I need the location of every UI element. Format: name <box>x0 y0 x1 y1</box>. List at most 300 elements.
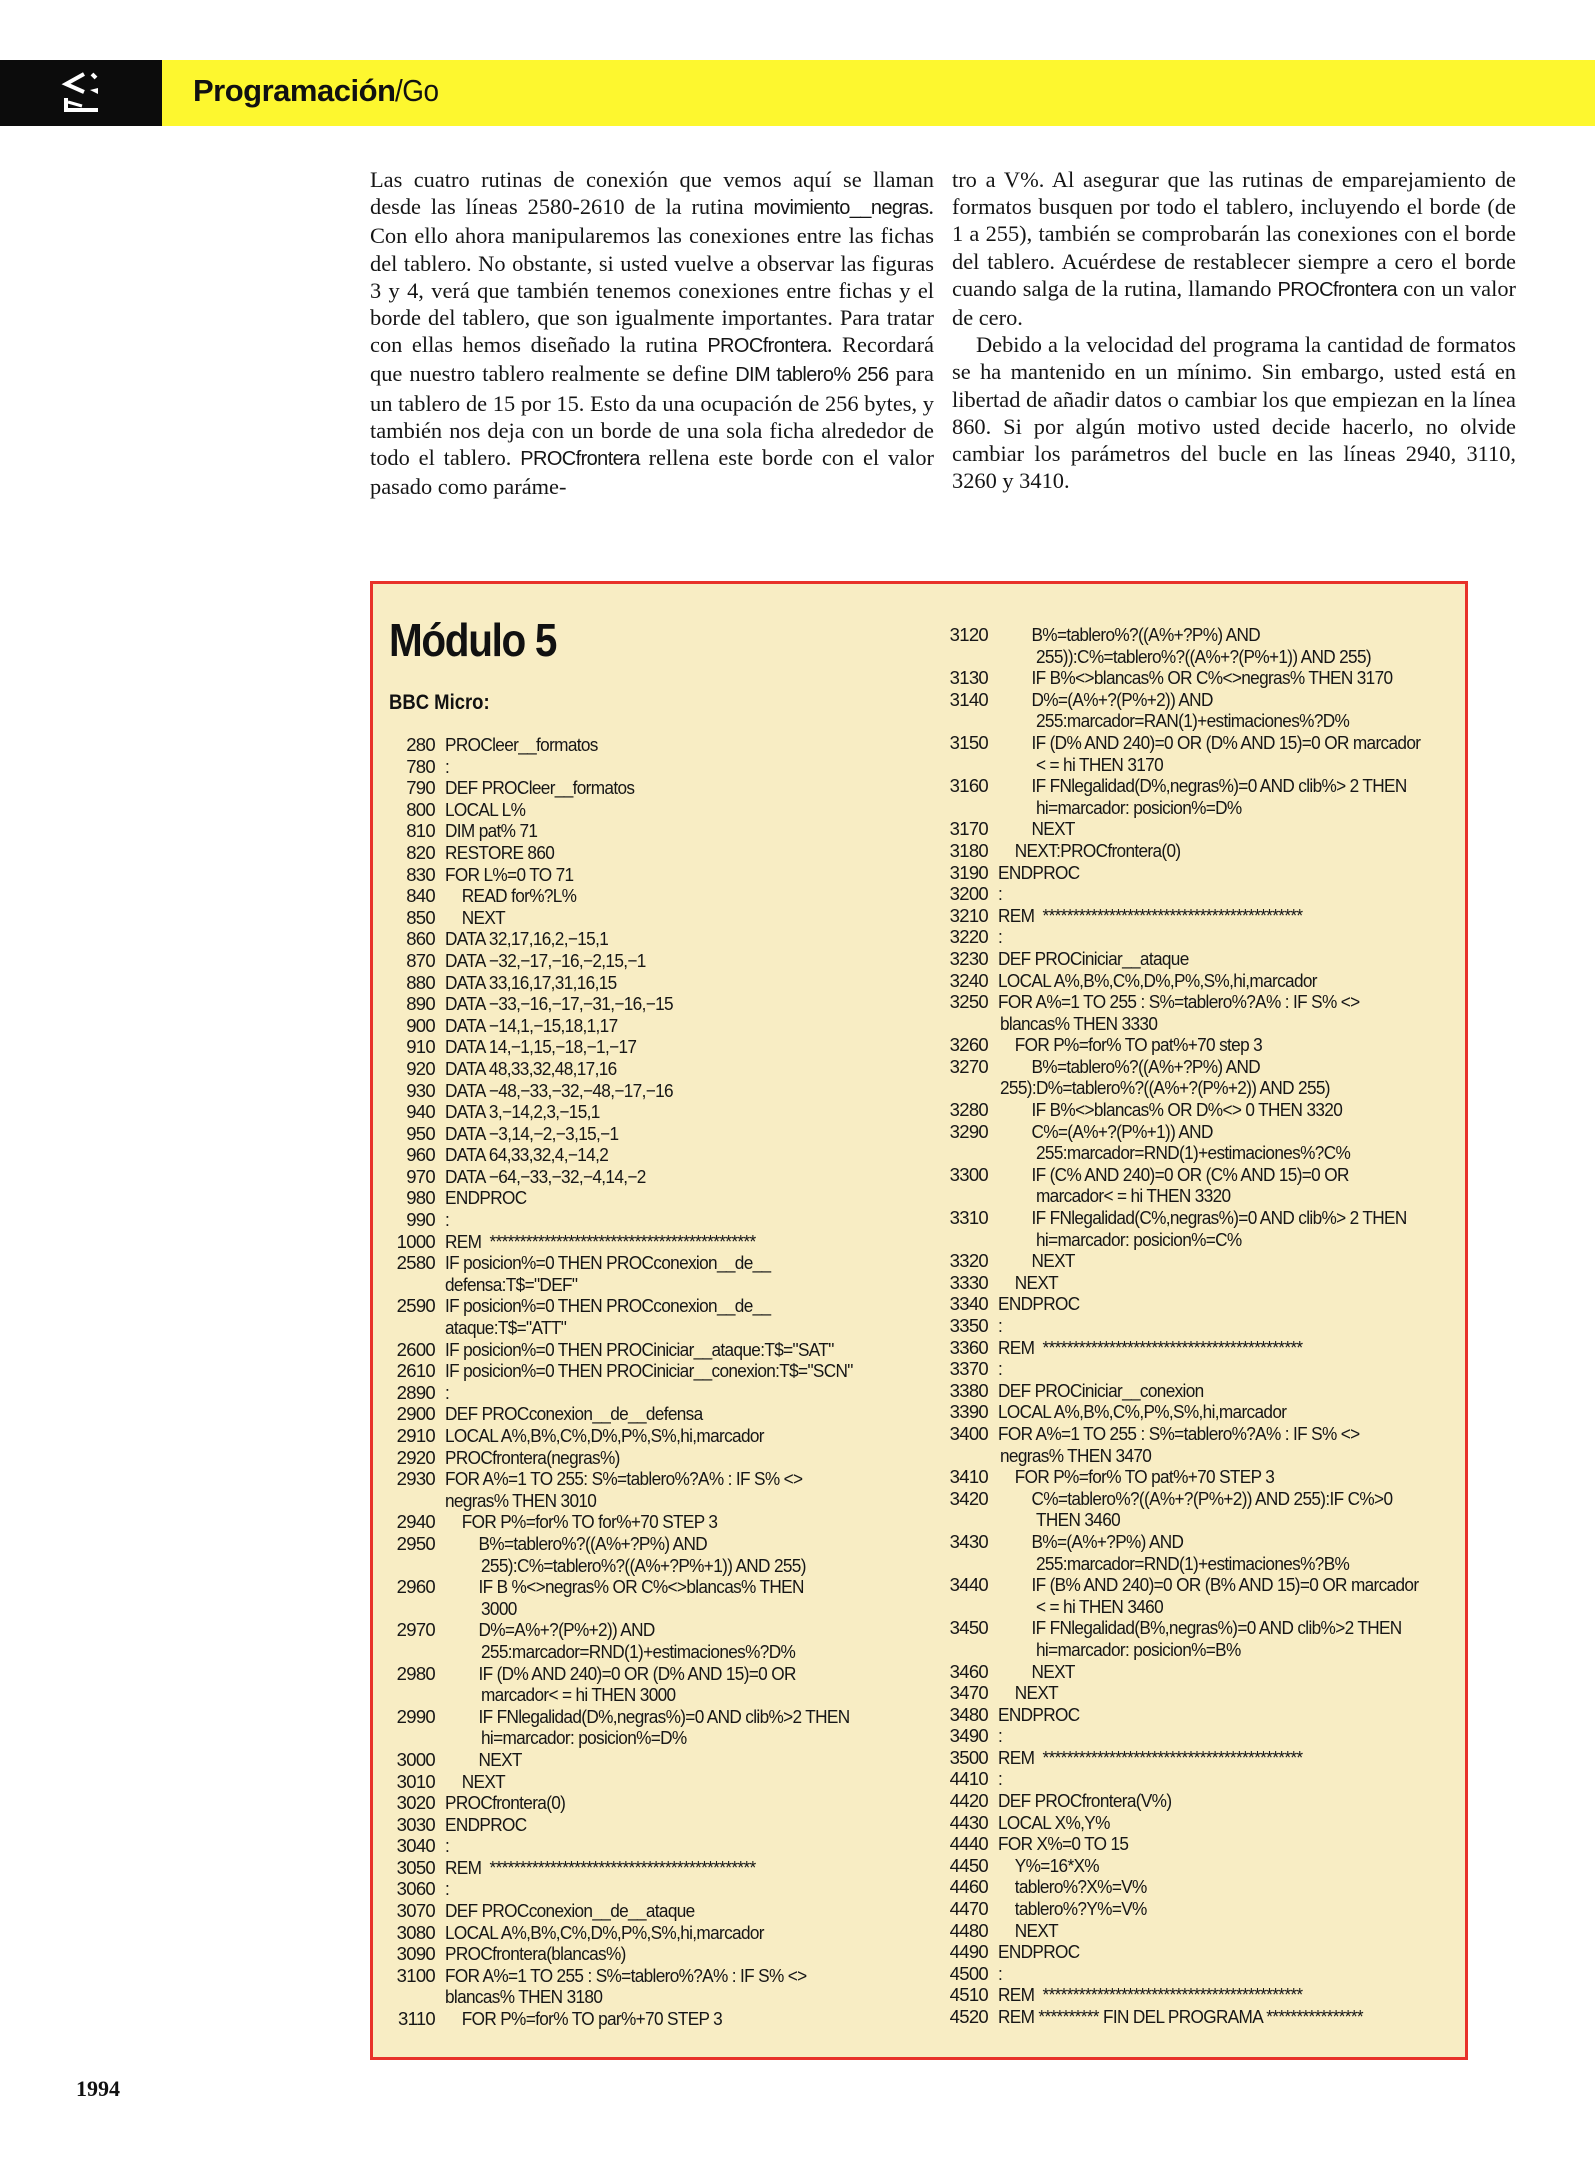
code-line <box>387 820 907 842</box>
line-number: 3270 <box>949 1055 988 1077</box>
section-title-sub: /Go <box>395 73 440 108</box>
line-number: 980 <box>406 1187 435 1209</box>
line-continuation: 255:marcador=RND(1)+estimaciones%?C% <box>1036 1142 1351 1164</box>
code-line <box>387 950 907 972</box>
line-number: 2990 <box>396 1705 435 1727</box>
code-line <box>387 1706 907 1728</box>
line-continuation: 255):D%=tablero%?((A%+?(P%+2)) AND 255) <box>1000 1077 1330 1099</box>
code-line <box>387 1771 907 1793</box>
line-number: 4500 <box>949 1962 988 1984</box>
code-line <box>942 1272 1452 1294</box>
line-number: 3250 <box>949 991 988 1013</box>
line-number: 2930 <box>396 1468 435 1490</box>
line-number: 950 <box>406 1122 435 1144</box>
line-number: 970 <box>406 1165 435 1187</box>
line-number: 3390 <box>949 1401 988 1423</box>
line-number: 3280 <box>949 1099 988 1121</box>
code-line <box>942 1380 1452 1402</box>
code-line <box>387 1943 907 1965</box>
code-line <box>387 864 907 886</box>
code-line <box>387 1101 907 1123</box>
line-code: DEF PROCiniciar__ataque <box>998 947 1189 969</box>
line-code: NEXT <box>461 906 506 928</box>
line-code: NEXT <box>478 1748 522 1770</box>
code-line <box>387 907 907 929</box>
line-code: : <box>998 1358 1003 1380</box>
line-number: 3130 <box>949 667 988 689</box>
line-code: DATA 14,−1,15,−18,−1,−17 <box>445 1036 637 1058</box>
line-code: DATA −32,−17,−16,−2,15,−1 <box>445 949 646 971</box>
line-code: ENDPROC <box>998 1703 1080 1725</box>
line-code: FOR X%=0 TO 15 <box>998 1833 1129 1855</box>
code-line <box>387 1878 907 1900</box>
line-code: DATA −48,−33,−32,−48,−17,−16 <box>445 1079 673 1101</box>
code-line <box>942 1293 1452 1315</box>
code-line <box>387 1360 907 1382</box>
line-code: IF FNlegalidad(D%,negras%)=0 AND clib%> 2 THEN <box>1031 775 1407 797</box>
line-number: 3440 <box>949 1574 988 1596</box>
line-number: 4460 <box>949 1876 988 1898</box>
line-code: READ for%?L% <box>461 885 577 907</box>
line-number: 3200 <box>949 883 988 905</box>
line-code: NEXT:PROCfrontera(0) <box>1014 839 1181 861</box>
section-badge <box>0 60 162 126</box>
code-line <box>387 928 907 950</box>
line-code: B%=(A%+?P%) AND <box>1031 1530 1184 1552</box>
line-code: FOR P%=for% TO par%+70 STEP 3 <box>461 2008 723 2030</box>
code-line <box>942 926 1452 948</box>
line-code: tablero%?X%=V% <box>1014 1876 1147 1898</box>
code-line <box>942 905 1452 927</box>
line-code: NEXT <box>1014 1271 1059 1293</box>
module-title: Módulo 5 <box>389 614 557 666</box>
line-number: 2600 <box>396 1338 435 1360</box>
code-line <box>387 993 907 1015</box>
line-code: : <box>445 1878 450 1900</box>
line-code: ENDPROC <box>445 1187 527 1209</box>
line-code: : <box>998 1315 1003 1336</box>
line-code: NEXT <box>1014 1919 1059 1941</box>
code-line <box>942 775 1452 797</box>
line-code: : <box>998 883 1003 905</box>
code-line <box>942 1920 1452 1942</box>
line-number: 3480 <box>949 1703 988 1725</box>
line-code: PROCfrontera(negras%) <box>445 1446 620 1468</box>
line-number: 4490 <box>949 1941 988 1963</box>
line-code: FOR L%=0 TO 71 <box>445 863 574 885</box>
line-number: 2980 <box>396 1662 435 1684</box>
line-number: 2890 <box>396 1381 435 1403</box>
code-line <box>387 1252 907 1274</box>
line-continuation: blancas% THEN 3330 <box>1000 1012 1158 1034</box>
code-line <box>942 1401 1452 1423</box>
code-line <box>942 1768 1452 1790</box>
line-number: 280 <box>406 734 435 755</box>
code-column-left <box>387 734 907 2030</box>
line-number: 4470 <box>949 1898 988 1920</box>
line-code: DATA 48,33,32,48,17,16 <box>445 1057 617 1079</box>
line-code: DATA −3,14,−2,−3,15,−1 <box>445 1122 619 1144</box>
line-number: 3000 <box>396 1748 435 1770</box>
line-code: NEXT <box>1031 1660 1075 1682</box>
code-line <box>387 1166 907 1188</box>
line-code: C%=(A%+?(P%+1)) AND <box>1031 1120 1213 1142</box>
code-line <box>387 734 907 756</box>
code-line <box>942 2006 1452 2028</box>
line-code: REM ******************************************* <box>998 1746 1303 1768</box>
code-line <box>942 883 1452 905</box>
line-number: 3350 <box>949 1315 988 1336</box>
line-number: 790 <box>406 777 435 799</box>
line-code: NEXT <box>1031 1250 1075 1272</box>
line-code: DEF PROCleer__formatos <box>445 777 635 799</box>
line-code: IF (C% AND 240)=0 OR (C% AND 15)=0 OR <box>1031 1163 1349 1185</box>
code-line <box>387 1663 907 1685</box>
line-code: D%=(A%+?(P%+2)) AND <box>1031 688 1213 710</box>
line-code: ENDPROC <box>998 1293 1080 1315</box>
line-code: DIM pat% 71 <box>445 820 538 842</box>
line-number: 3360 <box>949 1336 988 1358</box>
code-line <box>387 1468 907 1490</box>
code-line <box>942 1617 1452 1639</box>
line-continuation: 255:marcador=RND(1)+estimaciones%?D% <box>481 1640 796 1662</box>
line-number: 3160 <box>949 775 988 797</box>
code-ref: movimiento__negras <box>753 197 929 220</box>
line-code: REM ******************************************* <box>998 904 1303 926</box>
line-code: B%=tablero%?((A%+?P%) AND <box>478 1532 708 1554</box>
line-code: IF FNlegalidad(D%,negras%)=0 AND clib%>2 THEN <box>478 1705 850 1727</box>
line-code: IF posicion%=0 THEN PROCiniciar__ataque:T$="SAT" <box>445 1338 834 1360</box>
line-number: 3150 <box>949 731 988 753</box>
line-code: LOCAL L% <box>445 798 526 820</box>
line-code: : <box>445 1209 450 1231</box>
line-code: FOR P%=for% TO pat%+70 step 3 <box>1014 1034 1263 1056</box>
line-number: 3070 <box>396 1900 435 1922</box>
line-continuation: 255):C%=tablero%?((A%+?P%+1)) AND 255) <box>481 1554 806 1576</box>
code-line <box>387 1339 907 1361</box>
code-line <box>942 1661 1452 1683</box>
code-line <box>387 756 907 778</box>
code-line <box>942 1725 1452 1747</box>
line-code: NEXT <box>1014 1682 1059 1704</box>
code-line <box>942 1358 1452 1380</box>
line-code: B%=tablero%?((A%+?P%) AND <box>1031 1055 1261 1077</box>
code-line <box>387 1080 907 1102</box>
line-number: 1000 <box>396 1230 435 1252</box>
line-number: 900 <box>406 1014 435 1036</box>
line-number: 2920 <box>396 1446 435 1468</box>
line-code: FOR A%=1 TO 255 : S%=tablero%?A% : IF S% <> <box>445 1964 807 1986</box>
line-code: LOCAL A%,B%,C%,D%,P%,S%,hi,marcador <box>998 969 1317 991</box>
line-number: 940 <box>406 1101 435 1123</box>
code-line <box>387 1792 907 1814</box>
code-listing-box <box>370 581 1468 2060</box>
line-number: 830 <box>406 863 435 885</box>
code-line <box>942 1833 1452 1855</box>
line-code: LOCAL A%,B%,C%,P%,S%,hi,marcador <box>998 1401 1287 1423</box>
line-number: 3120 <box>949 624 988 645</box>
line-code: FOR A%=1 TO 255: S%=tablero%?A% : IF S% <> <box>445 1468 803 1490</box>
line-number: 3400 <box>949 1422 988 1444</box>
line-code: : <box>445 1835 450 1857</box>
section-title <box>193 71 444 111</box>
line-number: 3030 <box>396 1813 435 1835</box>
line-code: REM ******************************************** <box>445 1230 756 1252</box>
code-line <box>942 1315 1452 1337</box>
code-line <box>387 1965 907 1987</box>
line-number: 3300 <box>949 1163 988 1185</box>
code-line <box>942 1531 1452 1553</box>
line-number: 4440 <box>949 1833 988 1855</box>
code-line <box>942 1337 1452 1359</box>
line-code: PROCleer__formatos <box>445 734 598 755</box>
line-number: 780 <box>406 755 435 777</box>
line-code: NEXT <box>461 1770 506 1792</box>
code-line <box>942 1466 1452 1488</box>
line-code: LOCAL A%,B%,C%,D%,P%,S%,hi,marcador <box>445 1921 764 1943</box>
code-line <box>942 1984 1452 2006</box>
line-continuation: negras% THEN 3010 <box>445 1489 597 1511</box>
line-number: 860 <box>406 928 435 950</box>
code-line <box>387 1015 907 1037</box>
line-code: IF posicion%=0 THEN PROCconexion__de__ <box>445 1252 771 1274</box>
code-line <box>387 1231 907 1253</box>
line-code: : <box>445 1381 450 1403</box>
line-code: IF B%<>blancas% OR D%<> 0 THEN 3320 <box>1031 1099 1343 1121</box>
line-number: 3210 <box>949 904 988 926</box>
code-line <box>942 1941 1452 1963</box>
line-code: IF (D% AND 240)=0 OR (D% AND 15)=0 OR <box>478 1662 796 1684</box>
line-number: 3330 <box>949 1271 988 1293</box>
line-continuation: hi=marcador: posicion%=D% <box>1036 796 1242 818</box>
line-continuation: 255)):C%=tablero%?((A%+?(P%+1)) AND 255) <box>1036 645 1371 667</box>
code-line <box>387 1144 907 1166</box>
line-number: 3370 <box>949 1358 988 1380</box>
line-number: 3450 <box>949 1617 988 1639</box>
line-number: 930 <box>406 1079 435 1101</box>
code-line <box>942 1682 1452 1704</box>
line-number: 4480 <box>949 1919 988 1941</box>
line-number: 3050 <box>396 1856 435 1878</box>
line-code: IF posicion%=0 THEN PROCiniciar__conexion:T$="SCN" <box>445 1360 853 1382</box>
code-line <box>387 1187 907 1209</box>
code-line <box>942 1963 1452 1985</box>
code-line <box>387 1123 907 1145</box>
code-ref: PROCfrontera <box>520 448 640 471</box>
code-line <box>942 1164 1452 1186</box>
line-number: 3180 <box>949 839 988 861</box>
line-continuation: 255:marcador=RND(1)+estimaciones%?B% <box>1036 1552 1350 1574</box>
line-code: IF posicion%=0 THEN PROCconexion__de__ <box>445 1295 771 1317</box>
code-line <box>387 2008 907 2030</box>
code-line <box>387 1403 907 1425</box>
line-number: 3430 <box>949 1530 988 1552</box>
line-code: IF B %<>negras% OR C%<>blancas% THEN <box>478 1576 804 1598</box>
code-line <box>942 1898 1452 1920</box>
code-line <box>942 1034 1452 1056</box>
code-line <box>387 1814 907 1836</box>
line-continuation: < = hi THEN 3170 <box>1036 753 1164 775</box>
code-line <box>387 1425 907 1447</box>
code-line <box>387 1900 907 1922</box>
code-line <box>942 1812 1452 1834</box>
code-line <box>387 972 907 994</box>
line-continuation: negras% THEN 3470 <box>1000 1444 1152 1466</box>
line-number: 3290 <box>949 1120 988 1142</box>
line-number: 2610 <box>396 1360 435 1382</box>
line-continuation: < = hi THEN 3460 <box>1036 1595 1164 1617</box>
line-number: 910 <box>406 1036 435 1058</box>
line-continuation: hi=marcador: posicion%=B% <box>1036 1638 1241 1660</box>
line-continuation: 255:marcador=RAN(1)+estimaciones%?D% <box>1036 710 1350 732</box>
line-code: PROCfrontera(blancas%) <box>445 1943 626 1965</box>
line-code: DEF PROCfrontera(V%) <box>998 1790 1172 1812</box>
code-ref: DIM tablero% 256 <box>735 364 889 387</box>
line-code: DATA −14,1,−15,18,1,17 <box>445 1014 618 1036</box>
code-line <box>387 842 907 864</box>
line-number: 4510 <box>949 1984 988 2006</box>
line-code: DEF PROCconexion__de__defensa <box>445 1403 703 1425</box>
line-code: : <box>998 926 1003 948</box>
intro-column-1 <box>370 166 934 500</box>
code-line <box>942 970 1452 992</box>
line-number: 2940 <box>396 1511 435 1533</box>
code-line <box>942 818 1452 840</box>
line-code: REM ******************************************* <box>998 1336 1303 1358</box>
platform-label: BBC Micro: <box>389 691 490 714</box>
line-code: REM ******************************************** <box>445 1856 756 1878</box>
line-code: FOR A%=1 TO 255 : S%=tablero%?A% : IF S% <> <box>998 991 1360 1013</box>
line-continuation: hi=marcador: posicion%=D% <box>481 1727 687 1749</box>
line-code: ENDPROC <box>998 1941 1080 1963</box>
line-number: 880 <box>406 971 435 993</box>
line-number: 4420 <box>949 1790 988 1812</box>
code-line <box>942 1790 1452 1812</box>
line-code: : <box>445 755 450 777</box>
line-number: 2900 <box>396 1403 435 1425</box>
line-number: 3320 <box>949 1250 988 1272</box>
line-code: ENDPROC <box>445 1813 527 1835</box>
intro-column-2 <box>952 166 1516 494</box>
code-line <box>387 1576 907 1598</box>
code-line <box>942 1855 1452 1877</box>
line-number: 3220 <box>949 926 988 948</box>
line-number: 820 <box>406 841 435 863</box>
line-number: 2970 <box>396 1619 435 1641</box>
code-line <box>942 1056 1452 1078</box>
line-code: D%=A%+?(P%+2)) AND <box>478 1619 655 1641</box>
line-number: 840 <box>406 885 435 907</box>
code-line <box>942 1207 1452 1229</box>
code-ref: PROCfrontera <box>1277 278 1398 301</box>
section-title-main: Programación <box>193 73 396 108</box>
line-number: 4430 <box>949 1811 988 1833</box>
line-continuation: hi=marcador: posicion%=C% <box>1036 1228 1242 1250</box>
code-line <box>942 948 1452 970</box>
line-code: IF (B% AND 240)=0 OR (B% AND 15)=0 OR marcador <box>1031 1574 1419 1596</box>
line-number: 2580 <box>396 1252 435 1274</box>
line-code: IF FNlegalidad(B%,negras%)=0 AND clib%>2 THEN <box>1031 1617 1402 1639</box>
code-line <box>942 1488 1452 1510</box>
code-line <box>942 1423 1452 1445</box>
line-code: : <box>998 1725 1003 1747</box>
code-line <box>942 1876 1452 1898</box>
code-line <box>387 1922 907 1944</box>
code-line <box>387 1511 907 1533</box>
line-code: Y%=16*X% <box>1014 1854 1099 1876</box>
line-number: 4450 <box>949 1854 988 1876</box>
code-line <box>942 1121 1452 1143</box>
line-code: DEF PROCiniciar__conexion <box>998 1379 1204 1401</box>
code-line <box>387 1533 907 1555</box>
code-line <box>942 1704 1452 1726</box>
line-number: 3420 <box>949 1487 988 1509</box>
page-number: 1994 <box>76 2076 120 2101</box>
code-line <box>942 667 1452 689</box>
code-line <box>387 1447 907 1469</box>
line-number: 4410 <box>949 1768 988 1790</box>
code-line <box>387 777 907 799</box>
code-line <box>942 624 1452 646</box>
line-number: 810 <box>406 820 435 842</box>
line-code: IF (D% AND 240)=0 OR (D% AND 15)=0 OR marcador <box>1031 731 1421 753</box>
line-number: 3010 <box>396 1770 435 1792</box>
code-line <box>387 1835 907 1857</box>
line-continuation: defensa:T$="DEF" <box>445 1273 578 1295</box>
line-code: PROCfrontera(0) <box>445 1792 566 1814</box>
code-line <box>942 991 1452 1013</box>
code-line <box>387 799 907 821</box>
line-number: 800 <box>406 798 435 820</box>
line-number: 990 <box>406 1209 435 1231</box>
go-logo-icon <box>58 68 104 118</box>
line-code: DATA −64,−33,−32,−4,14,−2 <box>445 1165 646 1187</box>
code-line <box>387 1857 907 1879</box>
line-number: 3380 <box>949 1379 988 1401</box>
line-code: IF B%<>blancas% OR C%<>negras% THEN 3170 <box>1031 667 1393 689</box>
line-code: : <box>998 1962 1003 1984</box>
line-number: 3230 <box>949 947 988 969</box>
line-code: LOCAL A%,B%,C%,D%,P%,S%,hi,marcador <box>445 1425 764 1446</box>
code-line <box>942 689 1452 711</box>
line-code: FOR P%=for% TO for%+70 STEP 3 <box>461 1511 718 1533</box>
intro-paragraph: Debido a la velocidad del programa la cantidad de formatos se ha mantenido en un mínimo. Sin embargo, usted está en libertad de añadir datos o cambiar los que empiezan en la línea 860. Si por algún motivo usted decide hacerlo, no olvide cambiar los parámetros del bucle en las líneas 2940, 3110, 3260 y 3410. <box>952 332 1516 494</box>
line-number: 3490 <box>949 1725 988 1747</box>
code-line <box>942 1250 1452 1272</box>
line-code: FOR P%=for% TO pat%+70 STEP 3 <box>1014 1466 1275 1488</box>
line-code: REM ********** FIN DEL PROGRAMA **************** <box>998 2006 1363 2027</box>
code-line <box>942 840 1452 862</box>
line-number: 3040 <box>396 1835 435 1857</box>
line-number: 890 <box>406 993 435 1015</box>
line-continuation: marcador< = hi THEN 3000 <box>481 1684 676 1706</box>
line-number: 3500 <box>949 1746 988 1768</box>
line-code: DEF PROCconexion__de__ataque <box>445 1900 695 1922</box>
line-number: 3080 <box>396 1921 435 1943</box>
code-line <box>942 1099 1452 1121</box>
line-code: DATA 64,33,32,4,−14,2 <box>445 1144 609 1166</box>
line-number: 3140 <box>949 688 988 710</box>
code-line <box>387 1209 907 1231</box>
line-number: 3090 <box>396 1943 435 1965</box>
line-code: REM ******************************************* <box>998 1984 1303 2006</box>
line-code: C%=tablero%?((A%+?(P%+2)) AND 255):IF C%>0 <box>1031 1487 1393 1509</box>
line-code: IF FNlegalidad(C%,negras%)=0 AND clib%> 2 THEN <box>1031 1207 1407 1229</box>
line-number: 920 <box>406 1057 435 1079</box>
line-number: 3340 <box>949 1293 988 1315</box>
line-code: NEXT <box>1031 818 1075 840</box>
line-number: 870 <box>406 949 435 971</box>
